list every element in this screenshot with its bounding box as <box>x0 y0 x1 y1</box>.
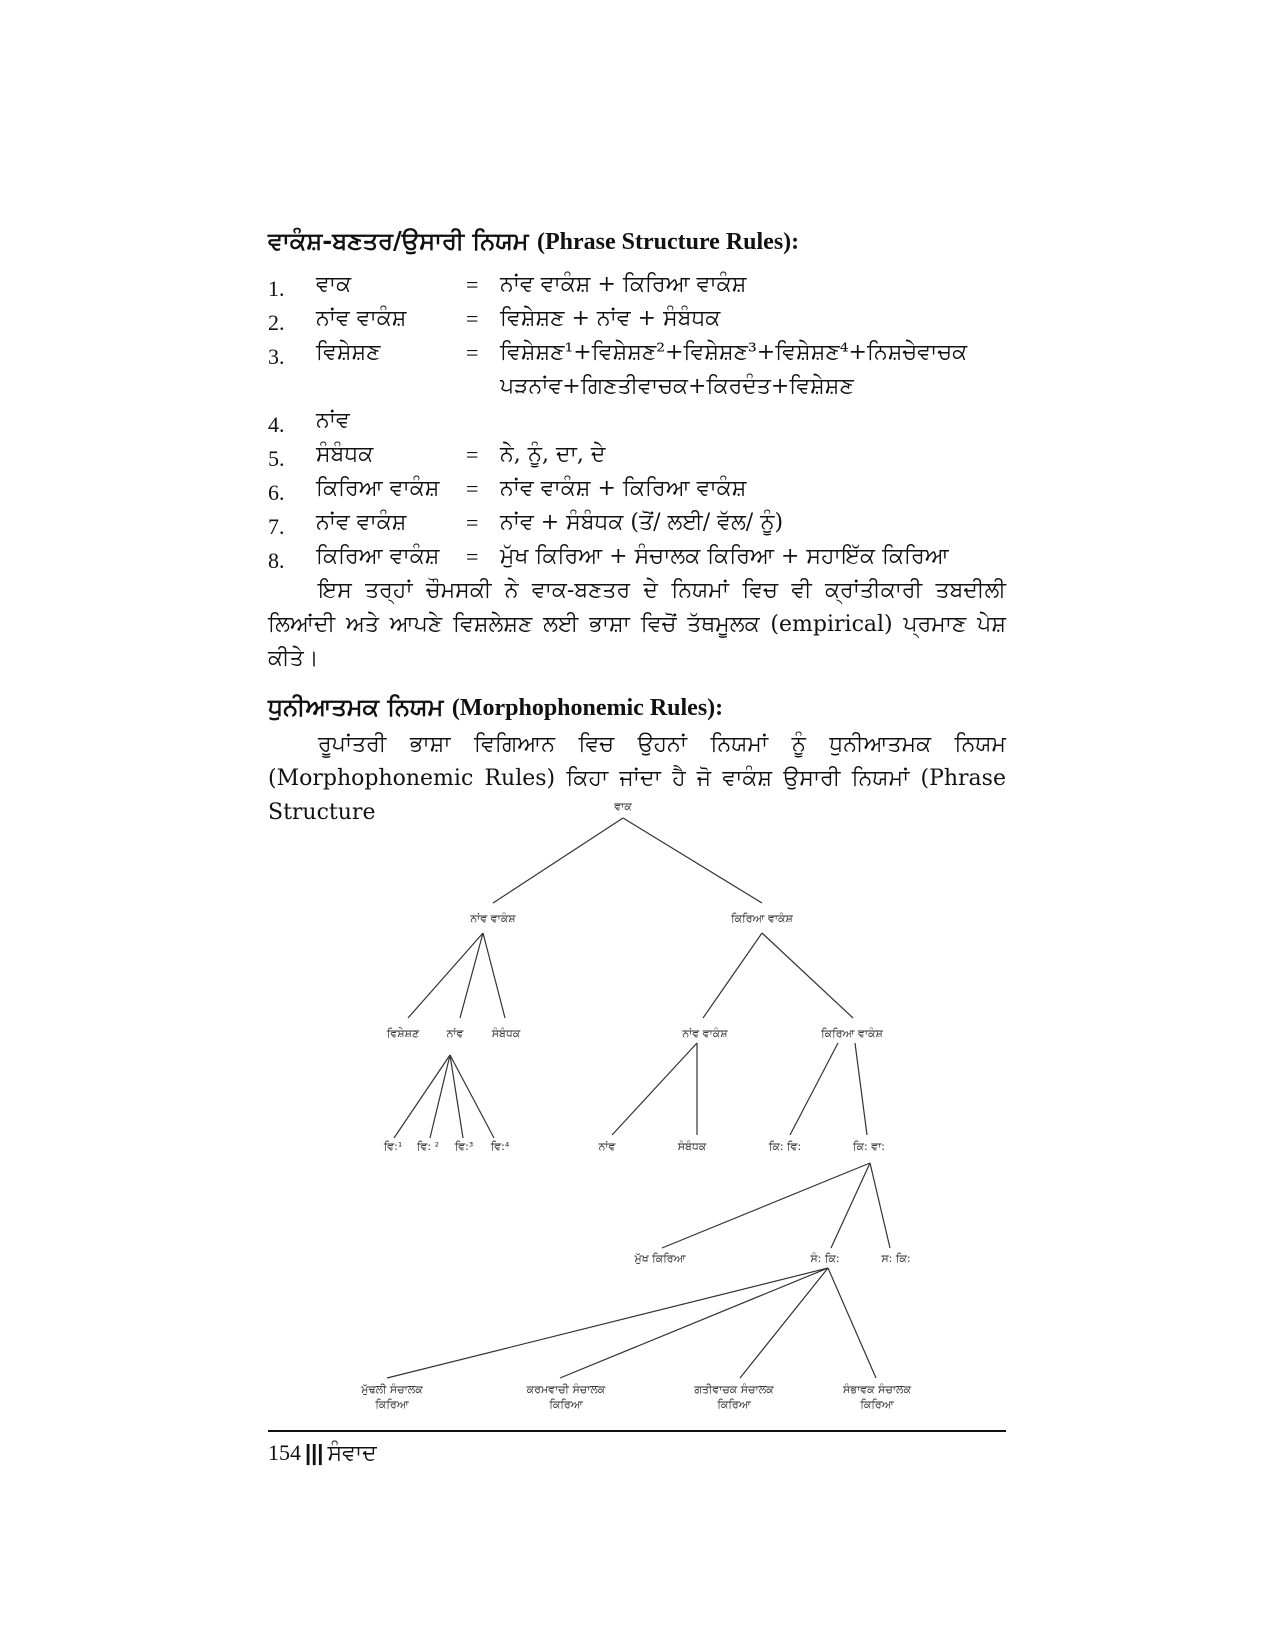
tree-node-operator-verb: ਸੰ: ਕਿ: <box>810 1252 840 1265</box>
tree-edge <box>662 1163 870 1248</box>
tree-edge <box>703 933 762 1018</box>
rule-rhs: ਵਿਸ਼ੇਸ਼ਣ + ਨਾਂਵ + ਸੰਬੰਧਕ <box>500 306 721 331</box>
rule-number: 6. <box>268 480 285 505</box>
tree-node-auxiliary-verb: ਸ: ਕਿ: <box>881 1252 911 1265</box>
tree-node-adjective-1: ਵਿ:¹ <box>383 1140 403 1153</box>
rule-number: 3. <box>268 344 285 369</box>
tree-node-adjective-4: ਵਿ:⁴ <box>490 1140 510 1153</box>
rule-equals: = <box>466 510 479 535</box>
tree-node-postposition: ਸੰਬੰਧਕ <box>491 1027 521 1040</box>
tree-leaf-label: ਸੰਭਾਵਕ ਸੰਚਾਲਕ <box>843 1383 911 1396</box>
tree-edge <box>387 1268 828 1378</box>
tree-edge <box>762 933 853 1018</box>
tree-leaf-label: ਕਿਰਿਆ <box>860 1398 894 1411</box>
tree-node-noun: ਨਾਂਵ <box>446 1027 464 1040</box>
rule-equals: = <box>466 272 479 297</box>
tree-edge <box>828 1268 876 1378</box>
heading-punjabi: ਧੁਨੀਆਤਮਕ ਨਿਯਮ <box>268 692 444 721</box>
tree-node-noun: ਨਾਂਵ <box>598 1140 616 1153</box>
tree-leaf-label: ਕਿਰਿਆ <box>549 1398 583 1411</box>
tree-edges <box>387 818 890 1378</box>
rule-equals: = <box>466 476 479 501</box>
tree-leaf-label: ਮੁੱਢਲੀ ਸੰਚਾਲਕ <box>361 1383 423 1396</box>
paragraph-text: ਰੂਪਾਂਤਰੀ ਭਾਸ਼ਾ ਵਿਗਿਆਨ ਵਿਚ ਉਹਨਾਂ ਨਿਯਮਾਂ ਨੂੰ ਧੁਨੀਆਤਮਕ ਨਿਯਮ (Morphophonemic Rules) ਕਿਹਾ ਜਾਂਦਾ ਹੈ ਜੋ ਵਾਕੰਸ਼ ਉਸਾਰੀ ਨਿਯਮਾਂ (Phrase Structure <box>268 732 1006 825</box>
tree-edge <box>790 1043 838 1135</box>
rule-rhs: ਮੁੱਖ ਕਿਰਿਆ + ਸੰਚਾਲਕ ਕਿਰਿਆ + ਸਹਾਇੱਕ ਕਿਰਿਆ <box>500 544 949 569</box>
rule-number: 2. <box>268 310 285 335</box>
tree-node-adverb: ਕਿ: ਵਿ: <box>768 1140 802 1153</box>
tree-node-verb-phrase: ਕਿਰਿਆ ਵਾਕੰਸ਼ <box>821 1027 883 1040</box>
tree-edge <box>831 1163 870 1248</box>
tree-edge <box>623 818 762 903</box>
tree-edge <box>612 1043 697 1135</box>
rule-lhs: ਵਿਸ਼ੇਸ਼ਣ <box>316 340 381 365</box>
rule-rhs: ਨਾਂਵ + ਸੰਬੰਧਕ (ਤੋਂ/ ਲਈ/ ਵੱਲ/ ਨੂੰ) <box>500 510 784 535</box>
tree-edge <box>740 1268 828 1378</box>
tree-node-main-verb: ਮੁੱਖ ਕਿਰਿਆ <box>634 1252 686 1265</box>
paragraph-text: ਇਸ ਤਰ੍ਹਾਂ ਚੌਮਸਕੀ ਨੇ ਵਾਕ-ਬਣਤਰ ਦੇ ਨਿਯਮਾਂ ਵਿਚ ਵੀ ਕ੍ਰਾਂਤੀਕਾਰੀ ਤਬਦੀਲੀ ਲਿਆਂਦੀ ਅਤੇ ਆਪਣੇ ਵਿਸ਼ਲੇਸ਼ਣ ਲਈ ਭਾਸ਼ਾ ਵਿਚੋਂ ਤੱਥਮੂਲਕ (empirical) ਪ੍ਰਮਾਣ ਪੇਸ਼ ਕੀਤੇ। <box>268 578 1006 671</box>
rule-number: 1. <box>268 276 285 301</box>
tree-node-verb-phrase: ਕਿਰਿਆ ਵਾਕੰਸ਼ <box>731 912 793 925</box>
rule-rhs: ਵਿਸ਼ੇਸ਼ਣ¹+ਵਿਸ਼ੇਸ਼ਣ²+ਵਿਸ਼ੇਸ਼ਣ³+ਵਿਸ਼ੇਸ਼ਣ⁴+ਨਿਸ਼ਚੇਵਾਚਕ <box>500 340 968 365</box>
tree-leaf-label: ਕਿਰਿਆ <box>717 1398 751 1411</box>
rule-rhs-continuation: ਪੜਨਾਂਵ+ਗਿਣਤੀਵਾਚਕ+ਕਿਰਦੰਤ+ਵਿਸ਼ੇਸ਼ਣ <box>500 374 854 399</box>
rule-equals: = <box>466 544 479 569</box>
rule-rhs: ਨਾਂਵ ਵਾਕੰਸ਼ + ਕਿਰਿਆ ਵਾਕੰਸ਼ <box>500 476 747 501</box>
rule-lhs: ਨਾਂਵ ਵਾਕੰਸ਼ <box>316 306 407 331</box>
rule-number: 4. <box>268 412 285 437</box>
tree-edge <box>430 1055 450 1138</box>
rule-number: 7. <box>268 514 285 539</box>
heading-english: (Morphophonemic Rules): <box>451 695 724 721</box>
footer-divider <box>268 1430 1006 1432</box>
footer-separator: ||| <box>305 1440 324 1465</box>
rule-lhs: ਕਿਰਿਆ ਵਾਕੰਸ਼ <box>316 544 440 569</box>
tree-node-verb-phrase-short: ਕਿ: ਵਾ: <box>853 1140 885 1153</box>
tree-node-root: ਵਾਕ <box>614 800 632 813</box>
rule-lhs: ਵਾਕ <box>316 272 352 297</box>
page-footer <box>268 1440 377 1466</box>
heading-punjabi: ਵਾਕੰਸ਼-ਬਣਤਰ/ਉਸਾਰੀ ਨਿਯਮ <box>268 226 529 255</box>
page-number: 154 <box>268 1440 301 1465</box>
rule-lhs: ਕਿਰਿਆ ਵਾਕੰਸ਼ <box>316 476 440 501</box>
rule-lhs: ਸੰਬੰਧਕ <box>316 442 374 467</box>
rule-lhs: ਨਾਂਵ <box>316 408 350 433</box>
tree-node-noun-phrase: ਨਾਂਵ ਵਾਕੰਸ਼ <box>470 912 516 925</box>
rule-rhs: ਨਾਂਵ ਵਾਕੰਸ਼ + ਕਿਰਿਆ ਵਾਕੰਸ਼ <box>500 272 747 297</box>
tree-edge <box>483 933 505 1018</box>
tree-leaf-label: ਗਤੀਵਾਚਕ ਸੰਚਾਲਕ <box>694 1383 774 1396</box>
tree-node-adjective-3: ਵਿ:³ <box>454 1140 474 1153</box>
rule-equals: = <box>466 306 479 331</box>
rule-lhs: ਨਾਂਵ ਵਾਕੰਸ਼ <box>316 510 407 535</box>
tree-edge <box>560 1268 828 1378</box>
rule-rhs: ਨੇ, ਨੂੰ, ਦਾ, ਦੇ <box>500 442 606 467</box>
tree-leaf-label: ਕਰਮਵਾਚੀ ਸੰਚਾਲਕ <box>526 1383 606 1396</box>
tree-edge <box>493 818 623 903</box>
tree-node-noun-phrase: ਨਾਂਵ ਵਾਕੰਸ਼ <box>682 1027 728 1040</box>
tree-node-adjective: ਵਿਸ਼ੇਸ਼ਣ <box>386 1027 420 1040</box>
rule-equals: = <box>466 340 479 365</box>
tree-leaf-label: ਕਿਰਿਆ <box>375 1398 409 1411</box>
rule-number: 8. <box>268 548 285 573</box>
tree-edge <box>394 1055 450 1138</box>
book-title: ਸੰਵਾਦ <box>327 1441 377 1466</box>
tree-node-adjective-2: ਵਿ: ² <box>416 1140 440 1153</box>
tree-node-postposition: ਸੰਬੰਧਕ <box>677 1140 707 1153</box>
rule-equals: = <box>466 442 479 467</box>
tree-edge <box>870 1163 890 1248</box>
rule-number: 5. <box>268 446 285 471</box>
tree-edge <box>855 1043 867 1135</box>
heading-english: (Phrase Structure Rules): <box>536 229 800 255</box>
